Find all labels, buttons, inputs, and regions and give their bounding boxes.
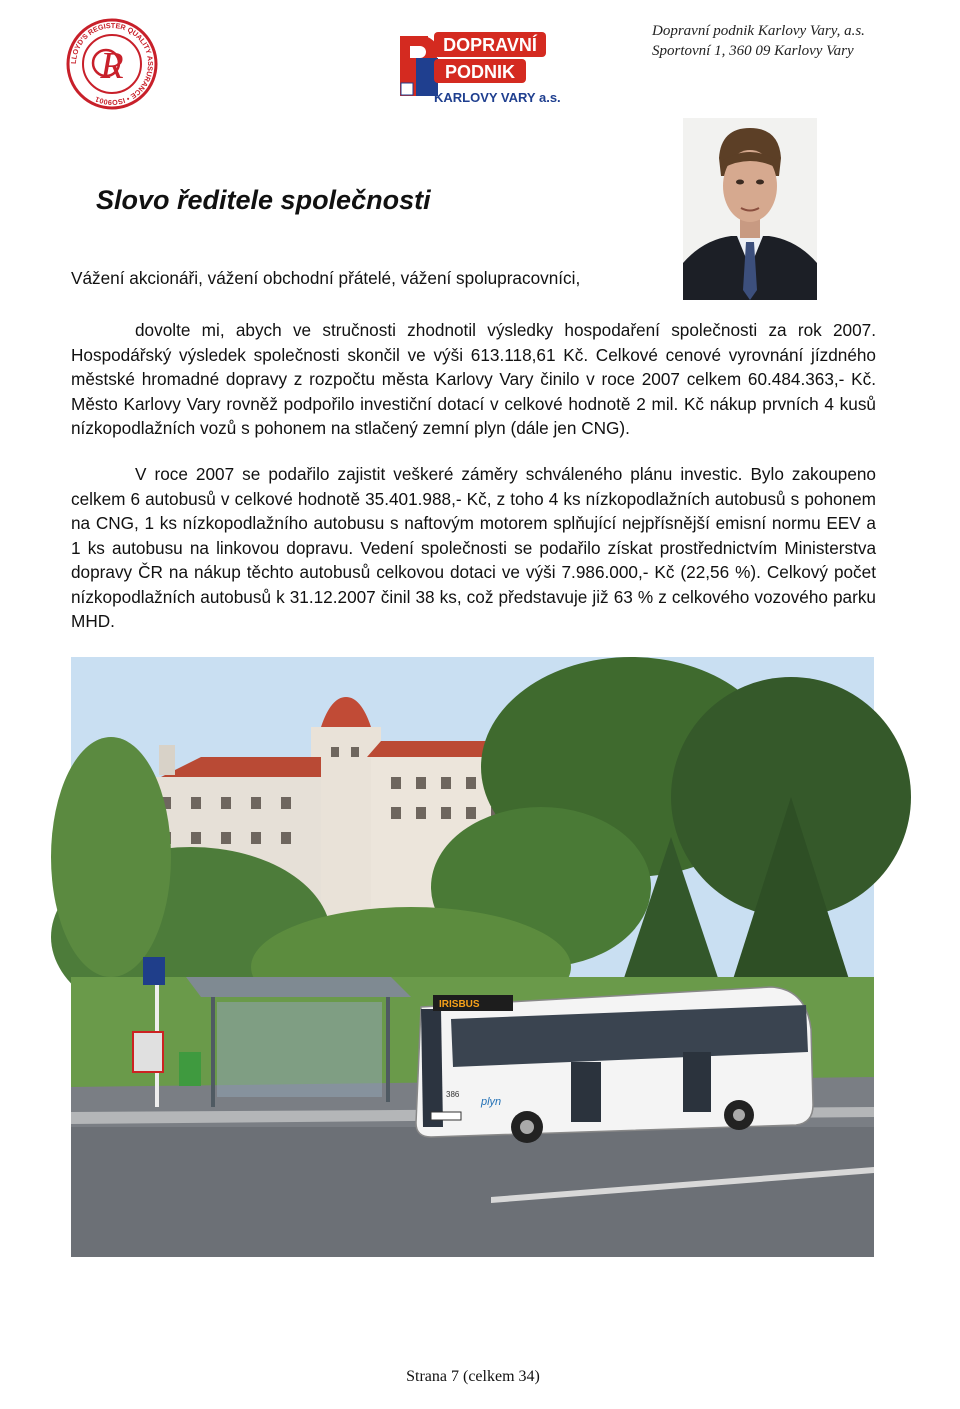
bus-fleet-number: 386 <box>446 1090 460 1099</box>
bus-destination-display: IRISBUS <box>439 999 480 1010</box>
page-title: Slovo ředitele společnosti <box>96 185 431 215</box>
company-address: Sportovní 1, 360 09 Karlovy Vary <box>652 43 854 59</box>
page-number: Strana 7 (celkem 34) <box>406 1368 540 1385</box>
company-name: Dopravní podnik Karlovy Vary, a.s. <box>652 23 865 39</box>
logo-line-2: PODNIK <box>444 62 516 82</box>
paragraph-results: dovolte mi, abych ve stručnosti zhodnotil výsledky hospodaření společnosti za rok 2007. Hospodářský výsledek společnosti skončil ve výši 613.118,61 Kč. Celkové cenové vyrovnání jízdného městské hromadné dopravy z rozpočtu města Karlovy Vary činilo v roce 2007 celkem 60.484.363,- Kč. Město Karlovy Vary rovněž podpořilo investiční dotací v celkové hodnotě 2 mil. Kč nákup prvních 4 kusů nízkopodlažních vozů s pohonem na stlačený zemní plyn (dále jen CNG). <box>71 320 876 438</box>
dopravni-podnik-logo <box>398 28 561 108</box>
paragraph-investments: V roce 2007 se podařilo zajistit veškeré záměry schváleného plánu investic. Bylo zakoupeno celkem 6 autobusů v celkové hodnotě 35.401.988,- Kč, z toho 4 ks nízkopodlažních autobusů s pohonem na CNG, 1 ks nízkopodlažního autobusu s naftovým motorem splňující nejpřísnější emisní normu EEV a 1 ks autobusu na linkovou dopravu. Vedení společnosti se podařilo získat prostřednictvím Ministerstva dopravy ČR na nákup těchto autobusů celkovou dotaci ve výši 7.986.000,- Kč (22,56 %). Celkový počet nízkopodlažních autobusů k 31.12.2007 činil 38 ks, což představuje již 63 % z celkového vozového parku MHD. <box>71 464 876 631</box>
svg-text:R: R <box>100 45 124 87</box>
greeting: Vážení akcionáři, vážení obchodní přátelé, vážení spolupracovníci, <box>71 268 581 288</box>
logo-line-1: DOPRAVNÍ <box>443 35 537 55</box>
bus-stop-photo <box>71 657 874 1257</box>
lloyds-register-seal-logo <box>66 18 158 110</box>
bus-brand-label: plyn <box>481 1096 502 1108</box>
seal-ring-text: LLOYD'S REGISTER QUALITY ASSURANCE • ISO9001 <box>68 20 156 108</box>
logo-line-3: KARLOVY VARY a.s. <box>434 90 561 105</box>
